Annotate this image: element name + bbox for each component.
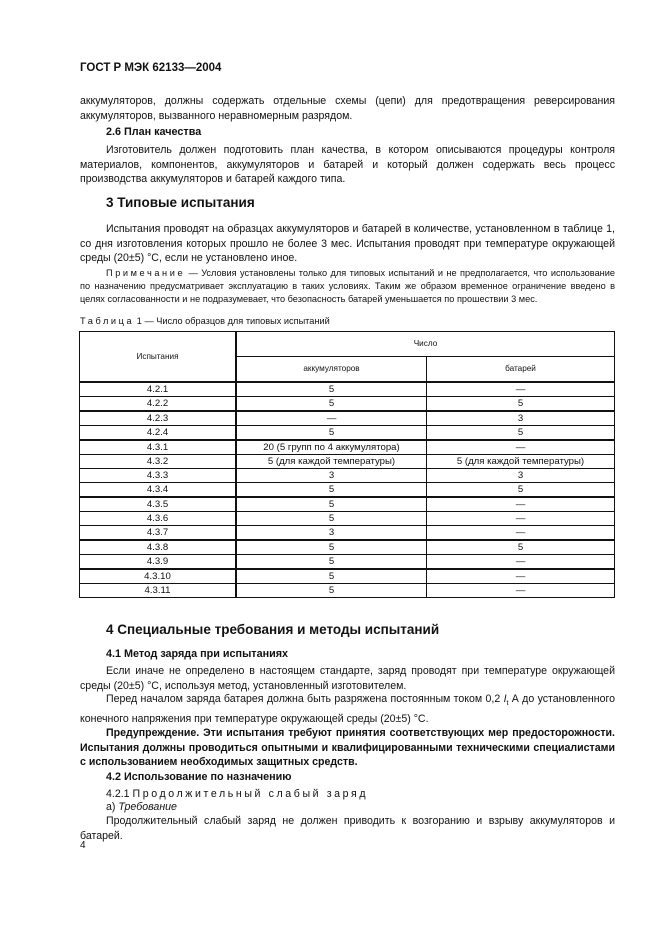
section-4-1-p1: Если иначе не определено в настоящем стандарте, заряд проводят при температуре окружающей среды (20±5) °С, используя метод, установленный изготовителем.	[80, 665, 615, 692]
table-row	[80, 440, 615, 455]
cell: 4.3.10	[80, 569, 237, 584]
cell: 5	[236, 569, 427, 584]
table-row	[80, 411, 615, 426]
cell: 5 (для каждой температуры)	[427, 455, 615, 469]
cell: 5	[236, 426, 427, 441]
cell: 5	[236, 555, 427, 570]
cell: 4.3.11	[80, 584, 237, 598]
cell: 5 (для каждой температуры)	[236, 455, 427, 469]
section-4-1-title: 4.1 Метод заряда при испытаниях	[106, 648, 289, 660]
current-subscript: t	[506, 700, 509, 708]
cell: 4.2.4	[80, 426, 237, 441]
section-3-title: 3 Типовые испытания	[106, 195, 255, 210]
table-caption	[80, 316, 330, 326]
cell: 5	[236, 497, 427, 512]
cell: —	[427, 440, 615, 455]
section-2-6-text: Изготовитель должен подготовить план качества, в котором описываются процедуры контроля материалов, компонентов, аккумуляторов и батарей и который должен содержать весь процесс производства аккумуляторов и батарей каждого типа.	[80, 144, 615, 185]
table-row	[80, 512, 615, 526]
cell: —	[427, 382, 615, 397]
p2-part-a: Перед началом заряда батарея должна быть разряжена постоянным током 0,2	[106, 693, 504, 705]
cell: —	[427, 569, 615, 584]
cell: —	[427, 555, 615, 570]
item-number: 4.2.1	[106, 788, 133, 800]
samples-table	[79, 331, 615, 598]
caption-label: Таблица	[80, 316, 135, 326]
table-row	[80, 426, 615, 441]
cell: 5	[427, 426, 615, 441]
cell: 4.3.8	[80, 540, 237, 555]
table-row	[80, 483, 615, 498]
section-2-6-title: 2.6 План качества	[106, 126, 202, 138]
note-text: — Условия установлены только для типовых испытаний и не предполагается, что использование по назначению предусматривает эксплуатацию в таких условиях. Таким же образом временное ограничение введено в целях согласованности и не подразумевает, что безопасность батарей уменьшается по прошествии 3 мес.	[80, 268, 615, 304]
header-number: Число	[236, 332, 615, 357]
header-cells: аккумуляторов	[236, 357, 427, 383]
table-row	[80, 555, 615, 570]
cell: 5	[427, 483, 615, 498]
item-a	[80, 800, 615, 815]
cell: 5	[236, 397, 427, 412]
cell: —	[427, 584, 615, 598]
p2-part-b: А до установленного конечного напряжения при температуре окружающей среды (20±5) °С.	[80, 693, 615, 725]
cell: 3	[236, 526, 427, 541]
caption-text: 1 — Число образцов для типовых испытаний	[134, 316, 330, 326]
cell: 4.2.2	[80, 397, 237, 412]
cell: 4.3.5	[80, 497, 237, 512]
warning-paragraph: Предупреждение. Эти испытания требуют принятия соответствующих мер предосторожности. Испытания должны проводиться опытными и квалифицированными техническими специалистами с использованием необходимых защитных средств.	[80, 727, 615, 768]
cell: —	[427, 512, 615, 526]
paragraph-continued: аккумуляторов, должны содержать отдельные схемы (цепи) для предотвращения реверсирования аккумуляторов, вызванного неравномерным разрядом.	[80, 95, 615, 122]
section-3-text: Испытания проводят на образцах аккумуляторов и батарей в количестве, установленном в таблице 1, со дня изготовления которых прошло не более 3 мес. Испытания проводят при температуре окружающей среды (20±5) °С, если не установлено иное.	[80, 223, 615, 264]
cell: —	[427, 497, 615, 512]
table-row	[80, 540, 615, 555]
table-row	[80, 526, 615, 541]
cell: —	[236, 411, 427, 426]
cell: 4.2.1	[80, 382, 237, 397]
table-row	[80, 469, 615, 483]
cell: 3	[236, 469, 427, 483]
page-number: 4	[80, 840, 86, 851]
cell: 4.3.2	[80, 455, 237, 469]
note-label: Примечание	[106, 268, 186, 278]
cell: 4.3.7	[80, 526, 237, 541]
section-4-title: 4 Специальные требования и методы испытаний	[106, 622, 440, 637]
cell: 5	[236, 540, 427, 555]
item-title: Продолжительный слабый заряд	[132, 788, 369, 800]
cell: 5	[427, 397, 615, 412]
document-header: ГОСТ Р МЭК 62133—2004	[80, 62, 222, 74]
cell: —	[427, 526, 615, 541]
cell: 20 (5 групп по 4 аккумулятора)	[236, 440, 427, 455]
section-4-2-p3: Продолжительный слабый заряд не должен приводить к возгоранию и взрыву аккумуляторов и батарей.	[80, 815, 615, 842]
item-a-prefix: а)	[106, 801, 119, 813]
cell: 4.3.4	[80, 483, 237, 498]
current-symbol: I	[503, 693, 507, 705]
table-row	[80, 569, 615, 584]
table-row	[80, 382, 615, 397]
table-row	[80, 397, 615, 412]
cell: 5	[427, 540, 615, 555]
table-row	[80, 455, 615, 469]
cell: 3	[427, 411, 615, 426]
cell: 5	[236, 512, 427, 526]
cell: 4.3.1	[80, 440, 237, 455]
cell: 5	[236, 382, 427, 397]
header-tests: Испытания	[80, 332, 237, 383]
section-4-2-title: 4.2 Использование по назначению	[106, 771, 292, 783]
section-4-1-p2	[80, 692, 615, 726]
header-batteries: батарей	[427, 357, 615, 383]
table-row	[80, 497, 615, 512]
cell: 5	[236, 483, 427, 498]
item-a-label: Требование	[118, 801, 177, 813]
table-row	[80, 584, 615, 598]
cell: 4.3.6	[80, 512, 237, 526]
cell: 4.3.9	[80, 555, 237, 570]
section-3-note	[80, 267, 615, 306]
cell: 4.3.3	[80, 469, 237, 483]
cell: 5	[236, 584, 427, 598]
cell: 3	[427, 469, 615, 483]
cell: 4.2.3	[80, 411, 237, 426]
